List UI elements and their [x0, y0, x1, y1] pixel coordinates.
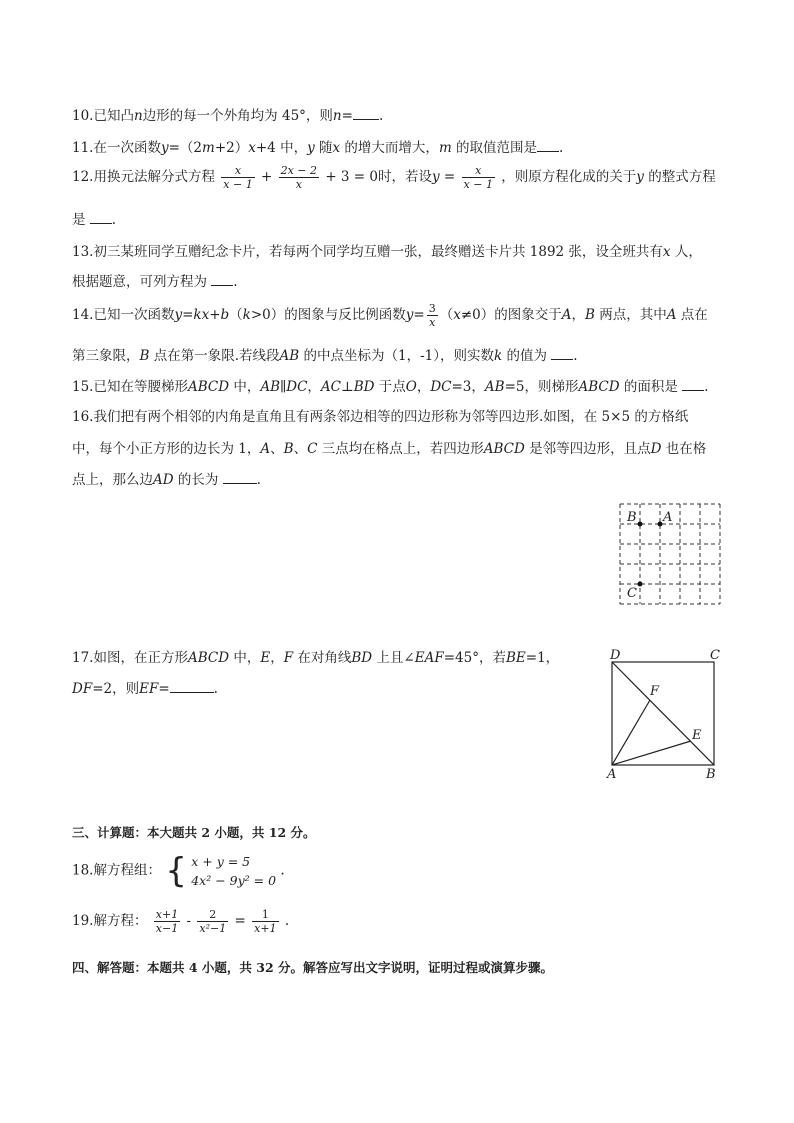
label-e: E	[692, 728, 702, 743]
answer-blank	[353, 107, 379, 120]
point-a	[658, 522, 663, 527]
question-10: 10.已知凸n边形的每一个外角均为 45°，则n= .	[72, 108, 384, 124]
fraction: $\frac{1}{x+1}$	[254, 908, 277, 935]
equation-system: x + y = 5 4x² − 9y² = 0	[191, 854, 277, 888]
fraction: $\frac{x}{x - 1}$	[463, 164, 493, 191]
label-b: B	[627, 510, 637, 525]
answer-blank	[682, 378, 704, 391]
fraction: $\frac{2}{\text{x²−1}}$	[199, 908, 227, 935]
square-figure	[604, 644, 728, 784]
grid-figure	[612, 498, 728, 610]
brace: {	[165, 851, 187, 891]
question-14: 14.已知一次函数y=kx+b（k>0）的图象与反比例函数y= $\frac{3}{x}$ （x≠0）的图象交于A，B 两点，其中A 点在	[72, 302, 708, 329]
label-c: C	[710, 648, 720, 663]
label-a: A	[607, 767, 617, 782]
question-17: 17.如图，在正方形ABCD 中，E，F 在对角线BD 上且∠EAF=45°，若BE=1，	[72, 650, 560, 666]
answer-blank	[90, 211, 112, 224]
question-19: 19.解方程： $\frac{x+1}{x-1}$ - $\frac{2}{\text{x²−1}}$ = $\frac{1}{x+1}$ .	[72, 908, 290, 935]
point-c	[638, 582, 643, 587]
label-f: F	[650, 684, 660, 699]
section-3-heading: 三、计算题：本大题共 2 小题，共 12 分。	[72, 825, 316, 840]
question-16-line3: 点上，那么边AD 的长为 .	[72, 472, 261, 488]
label-b: B	[706, 767, 716, 782]
question-16-line2: 中，每个小正方形的边长为 1，A、B、C 三点均在格点上，若四边形ABCD 是邻等四边形，且点D 也在格	[72, 441, 707, 457]
point-b	[638, 522, 643, 527]
answer-blank	[223, 471, 257, 484]
fraction: $\frac{2x - 2}{x}$	[280, 164, 318, 191]
question-11: 11.在一次函数y=（2m+2）x+4 中，y 随x 的增大而增大，m 的取值范围是 .	[72, 140, 564, 156]
question-13: 13.初三某班同学互赠纪念卡片，若每两个同学均互赠一张，最终赠送卡片共 1892 张，设全班共有x 人，	[72, 244, 702, 260]
question-15: 15.已知在等腰梯形ABCD 中，AB∥DC，AC⊥BD 于点O，DC=3，AB=5，则梯形ABCD 的面积是 .	[72, 379, 709, 395]
label-d: D	[610, 648, 621, 663]
question-14-cont: 第三象限，B 点在第一象限.若线段AB 的中点坐标为（1，-1），则实数k 的值为 .	[72, 348, 578, 364]
question-12: 12.用换元法解分式方程 $\frac{x}{x - 1}$ + $\frac{2x - 2}{x}$ + 3 = 0时，若设y = $\frac{x}{x - 1}$ ，则原方程化成的关于y 的整式方程	[72, 164, 716, 191]
question-16: 16.我们把有两个相邻的内角是直角且有两条邻边相等的四边形称为邻等四边形.如图，在 5×5 的方格纸	[72, 409, 689, 425]
question-18: 18.解方程组： { x + y = 5 4x² − 9y² = 0 .	[72, 851, 285, 891]
answer-blank	[170, 680, 214, 693]
answer-blank	[551, 347, 573, 360]
label-c: C	[627, 586, 637, 601]
fraction: $\frac{x}{x - 1}$	[223, 164, 253, 191]
section-4-heading: 四、解答题：本题共 4 小题，共 32 分。解答应写出文字说明，证明过程或演算步骤。	[72, 960, 554, 975]
fraction: $\frac{x+1}{x-1}$	[155, 908, 179, 935]
label-a: A	[663, 510, 673, 525]
question-13-cont: 根据题意，可列方程为 .	[72, 274, 238, 290]
question-12-cont: 是 .	[72, 212, 117, 228]
question-17-cont: DF=2，则EF= .	[72, 681, 218, 697]
fraction: $\frac{3}{x}$	[428, 302, 436, 329]
answer-blank	[537, 139, 559, 152]
answer-blank	[211, 273, 233, 286]
